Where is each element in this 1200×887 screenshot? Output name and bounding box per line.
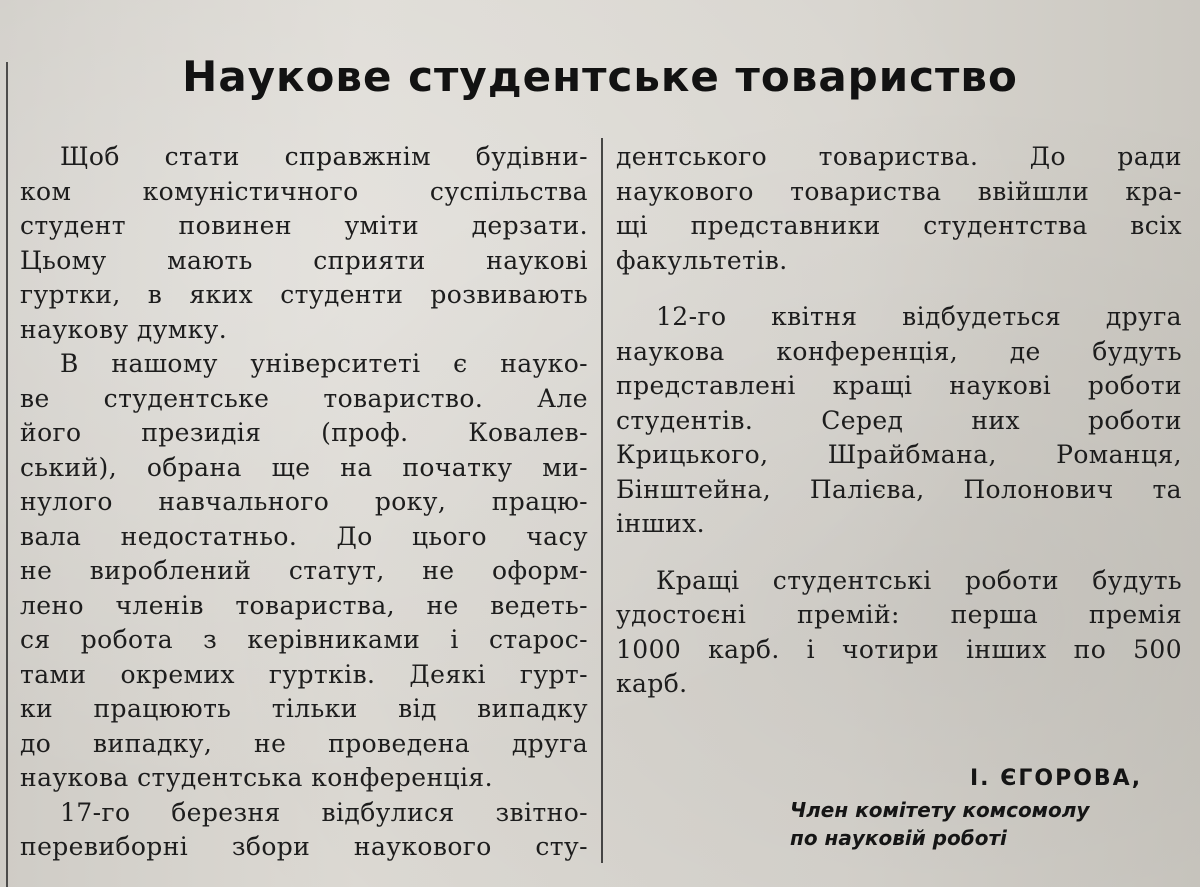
text-line: Щоб стати справжнім будівни- xyxy=(60,142,588,171)
text-line: дентського товариства. До ради xyxy=(616,142,1182,171)
text-line: ський), обрана ще на початку ми- xyxy=(20,452,588,482)
right-column xyxy=(616,140,1182,702)
text-line: вала недостатньо. До цього часу xyxy=(20,521,588,551)
text-line: 17-го березня відбулися звітно- xyxy=(60,797,588,827)
text-line: нулого навчального року, працю- xyxy=(20,487,588,516)
text-line: наукового товариства ввійшли кра- xyxy=(616,176,1182,206)
text-line: наукова студентська конференція. xyxy=(20,763,493,792)
text-line: наукову думку. xyxy=(20,314,228,344)
text-line: факультетів. xyxy=(616,245,788,275)
author-role-continued: по науковій роботі xyxy=(790,826,1007,850)
text-line: студент повинен уміти дерзати. xyxy=(20,211,588,240)
text-line: не вироблений статут, не оформ- xyxy=(20,556,588,585)
text-line: перевиборні збори наукового сту- xyxy=(20,832,588,861)
text-line: Кращі студентські роботи будуть xyxy=(656,565,1182,595)
column-divider xyxy=(601,138,603,863)
text-line: 12-го квітня відбудеться друга xyxy=(656,302,1182,331)
article-title: Наукове студентське товариство xyxy=(182,52,1018,101)
text-line: гуртки, в яких студенти розвивають xyxy=(20,280,588,309)
page-edge-rule xyxy=(6,62,8,887)
text-line: тами окремих гуртків. Деякі гурт- xyxy=(20,659,588,689)
author-name: І. ЄГОРОВА, xyxy=(970,766,1143,791)
text-line: лено членів товариства, не ведеть- xyxy=(20,590,588,620)
text-line: студентів. Серед них роботи xyxy=(616,405,1182,435)
text-line: ве студентське товариство. Але xyxy=(20,383,588,413)
text-line: його президія (проф. Ковалев- xyxy=(20,418,588,447)
text-line: інших. xyxy=(616,509,706,538)
text-line: удостоєні премій: перша премія xyxy=(616,600,1182,629)
text-line: ком комуністичного суспільства xyxy=(20,176,588,206)
text-line: представлені кращі наукові роботи xyxy=(616,371,1182,400)
text-line: ки працюють тільки від випадку xyxy=(20,694,588,723)
paragraph-gap xyxy=(616,542,1182,564)
text-line: карб. xyxy=(616,669,688,698)
author-role: Член комітету комсомолу xyxy=(790,798,1090,822)
text-line: до випадку, не проведена друга xyxy=(20,728,588,758)
left-column xyxy=(20,140,588,865)
text-line: Бінштейна, Палієва, Полонович та xyxy=(616,474,1182,504)
text-line: 1000 карб. і чотири інших по 500 xyxy=(616,634,1182,664)
text-line: наукова конференція, де будуть xyxy=(616,336,1182,366)
paragraph-gap xyxy=(616,278,1182,300)
text-line: щі представники студентства всіх xyxy=(616,211,1182,240)
text-line: Крицького, Шрайбмана, Романця, xyxy=(616,440,1182,469)
text-line: Цьому мають сприяти наукові xyxy=(20,245,588,275)
text-line: В нашому університеті є науко- xyxy=(60,349,588,378)
text-line: ся робота з керівниками і старос- xyxy=(20,625,588,654)
